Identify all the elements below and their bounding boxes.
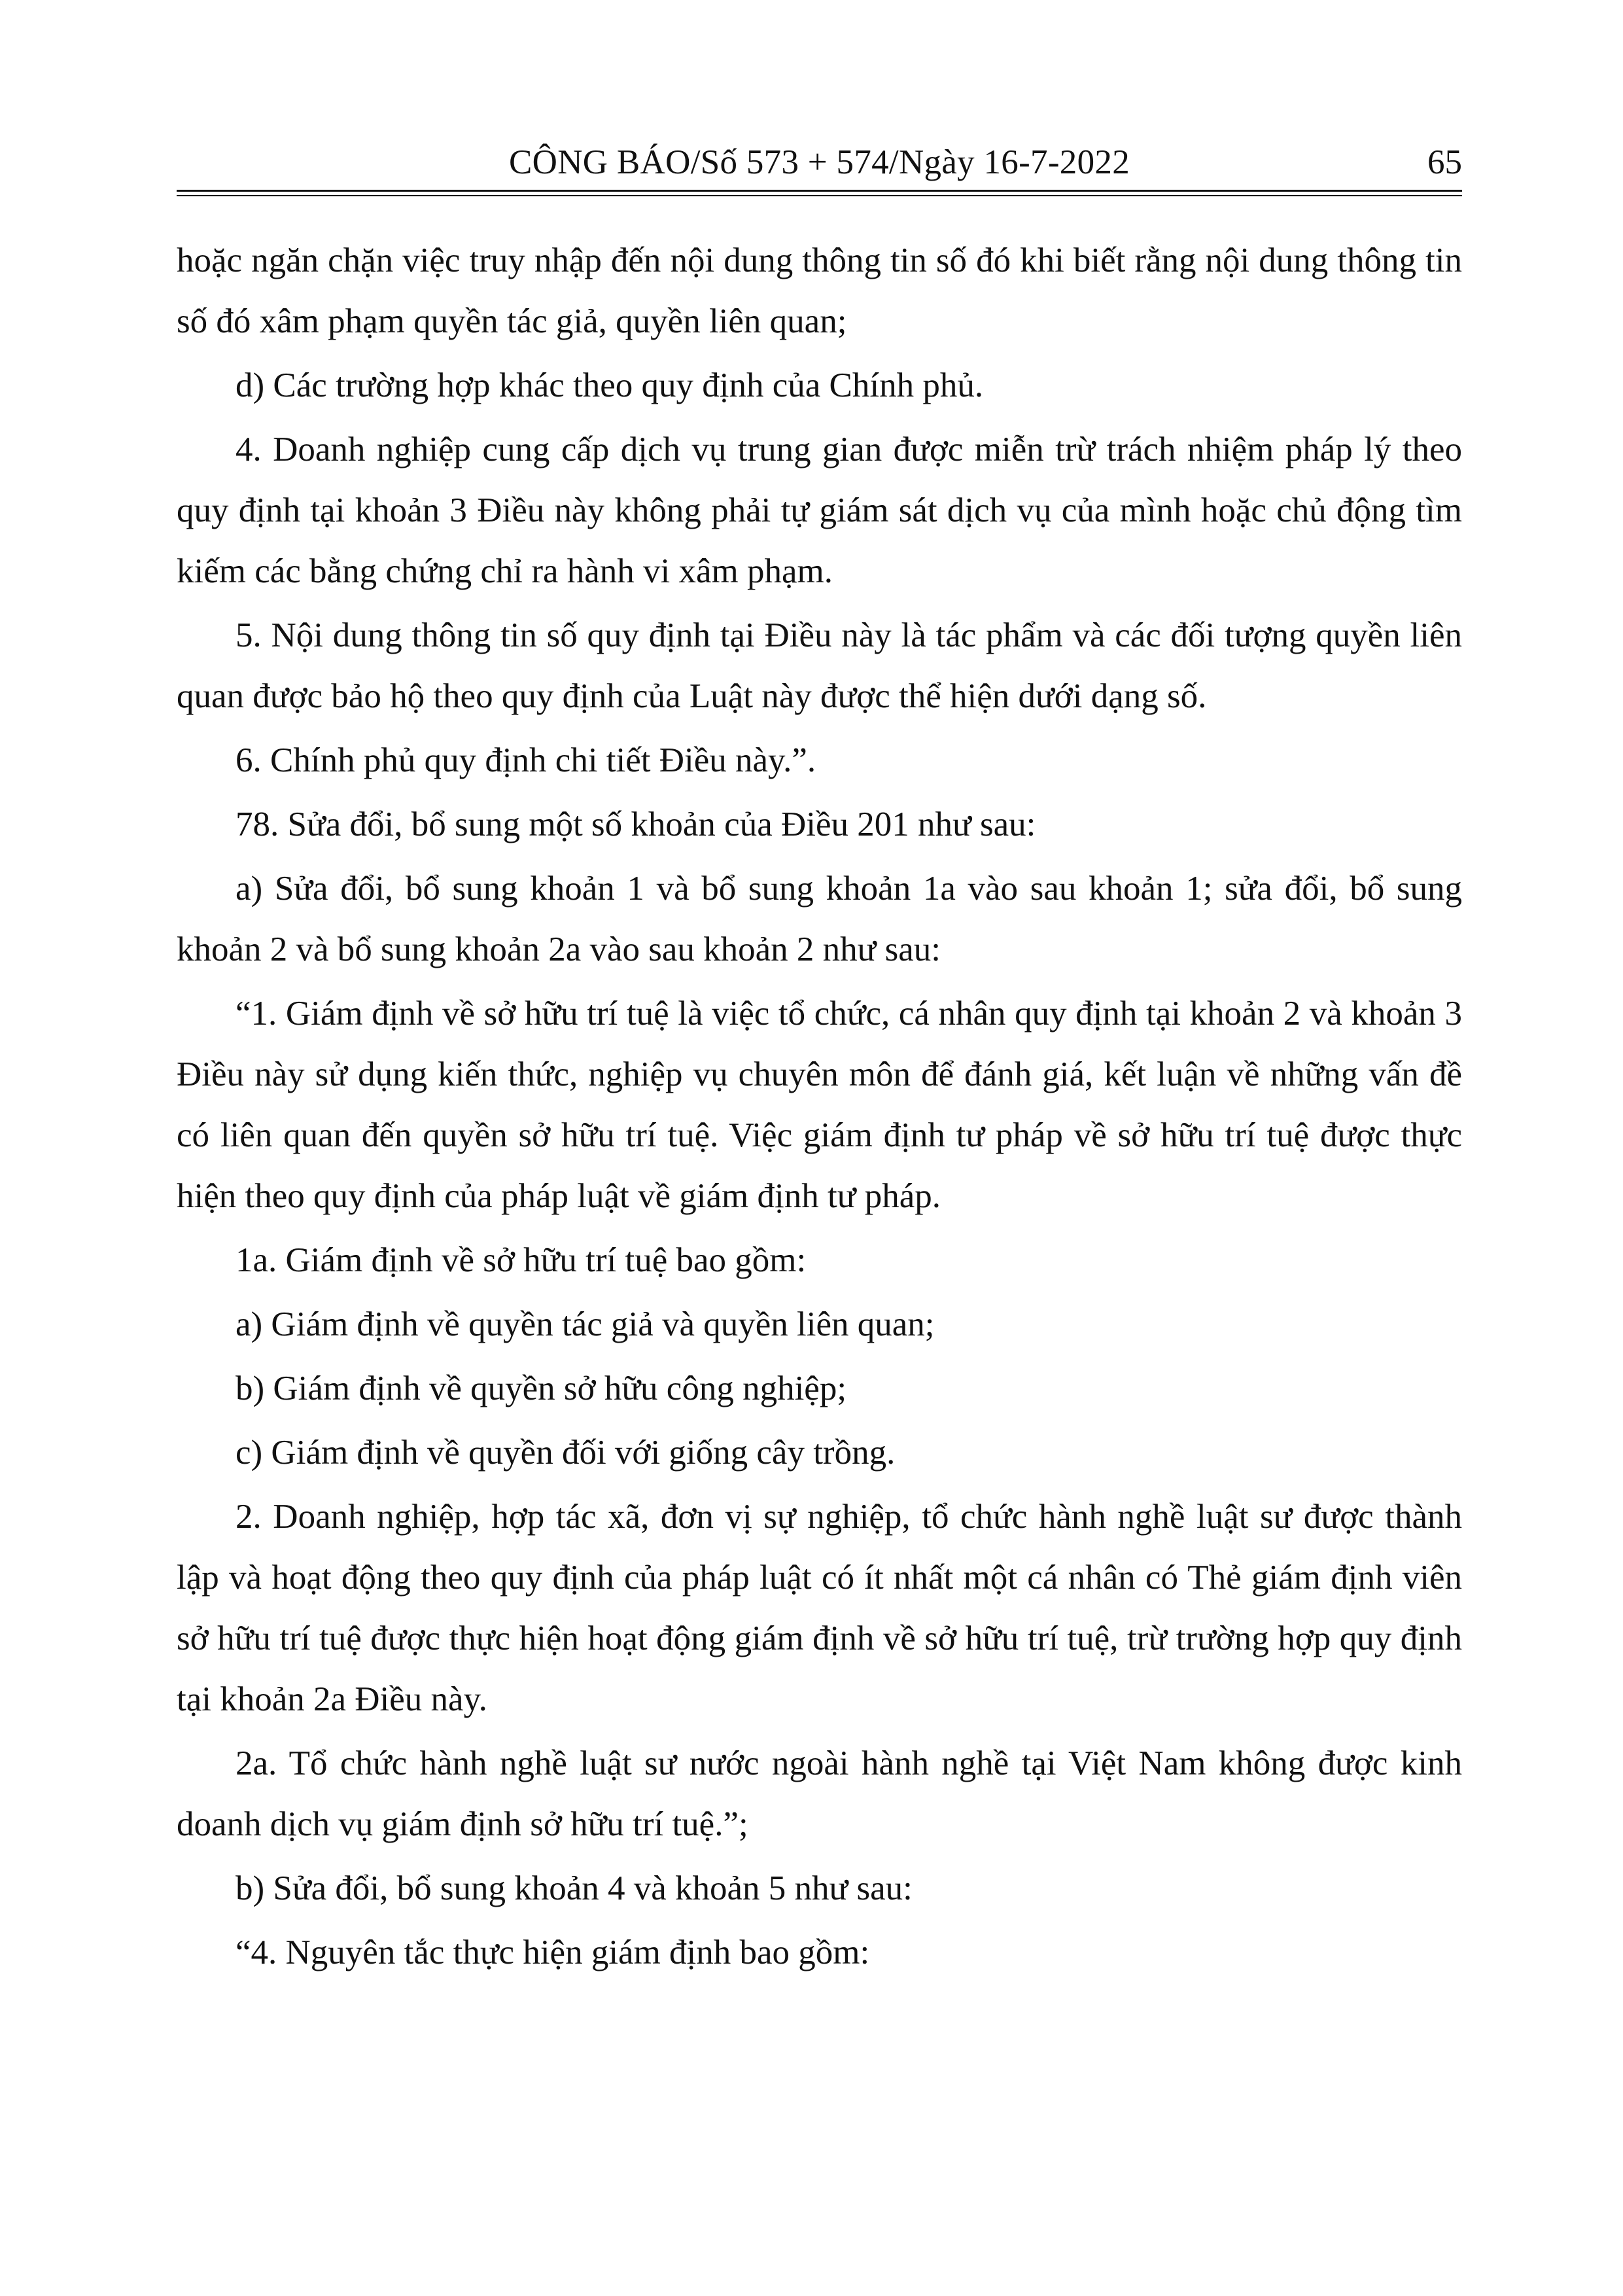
document-body — [177, 230, 1462, 1983]
paragraph-clause-1a-item-a: a) Giám định về quyền tác giả và quyền liên quan; — [236, 1305, 935, 1343]
paragraph-clause-1-definition: “1. Giám định về sở hữu trí tuệ là việc tổ chức, cá nhân quy định tại khoản 2 và khoản 3 Điều này sử dụng kiến thức, nghiệp vụ chuyên môn để đánh giá, kết luận về những vấn đề có liên quan đến quyền sở hữu trí tuệ. Việc giám định tư pháp về sở hữu trí tuệ được thực hiện theo quy định của pháp luật về giám định tư pháp. — [177, 995, 1462, 1215]
page-number: 65 — [1427, 143, 1462, 181]
page-header — [177, 137, 1462, 190]
gazette-header-title: CÔNG BÁO/Số 573 + 574/Ngày 16-7-2022 — [508, 143, 1130, 181]
paragraph-clause-4-principles: “4. Nguyên tắc thực hiện giám định bao gồm: — [236, 1934, 870, 1971]
paragraph-clause-4: 4. Doanh nghiệp cung cấp dịch vụ trung gian được miễn trừ trách nhiệm pháp lý theo quy định tại khoản 3 Điều này không phải tự giám sát dịch vụ của mình hoặc chủ động tìm kiếm các bằng chứng chỉ ra hành vi xâm phạm. — [177, 431, 1462, 590]
paragraph-article-78: 78. Sửa đổi, bổ sung một số khoản của Điều 201 như sau: — [236, 805, 1036, 843]
paragraph-clause-6: 6. Chính phủ quy định chi tiết Điều này.”. — [236, 741, 816, 779]
paragraph-clause-2: 2. Doanh nghiệp, hợp tác xã, đơn vị sự nghiệp, tổ chức hành nghề luật sư được thành lập và hoạt động theo quy định của pháp luật có ít nhất một cá nhân có Thẻ giám định viên sở hữu trí tuệ được thực hiện hoạt động giám định về sở hữu trí tuệ, trừ trường hợp quy định tại khoản 2a Điều này. — [177, 1498, 1462, 1718]
header-rule-top — [177, 190, 1462, 192]
paragraph-clause-2a: 2a. Tổ chức hành nghề luật sư nước ngoài hành nghề tại Việt Nam không được kinh doanh dịch vụ giám định sở hữu trí tuệ.”; — [177, 1744, 1462, 1843]
paragraph-clause-1a: 1a. Giám định về sở hữu trí tuệ bao gồm: — [236, 1241, 807, 1279]
header-rule-bottom — [177, 195, 1462, 196]
paragraph-item-b-amendment: b) Sửa đổi, bổ sung khoản 4 và khoản 5 như sau: — [236, 1869, 913, 1907]
paragraph-clause-1a-item-c: c) Giám định về quyền đối với giống cây trồng. — [236, 1434, 896, 1472]
paragraph-clause-5: 5. Nội dung thông tin số quy định tại Điều này là tác phẩm và các đối tượng quyền liên quan được bảo hộ theo quy định của Luật này được thể hiện dưới dạng số. — [177, 616, 1462, 715]
paragraph-item-d: d) Các trường hợp khác theo quy định của Chính phủ. — [236, 366, 984, 404]
paragraph-continuation: hoặc ngăn chặn việc truy nhập đến nội dung thông tin số đó khi biết rằng nội dung thông tin số đó xâm phạm quyền tác giả, quyền liên quan; — [177, 241, 1462, 340]
paragraph-clause-1a-item-b: b) Giám định về quyền sở hữu công nghiệp; — [236, 1369, 847, 1407]
paragraph-item-a-amendment: a) Sửa đổi, bổ sung khoản 1 và bổ sung khoản 1a vào sau khoản 1; sửa đổi, bổ sung khoản 2 và bổ sung khoản 2a vào sau khoản 2 như sau: — [177, 870, 1462, 968]
